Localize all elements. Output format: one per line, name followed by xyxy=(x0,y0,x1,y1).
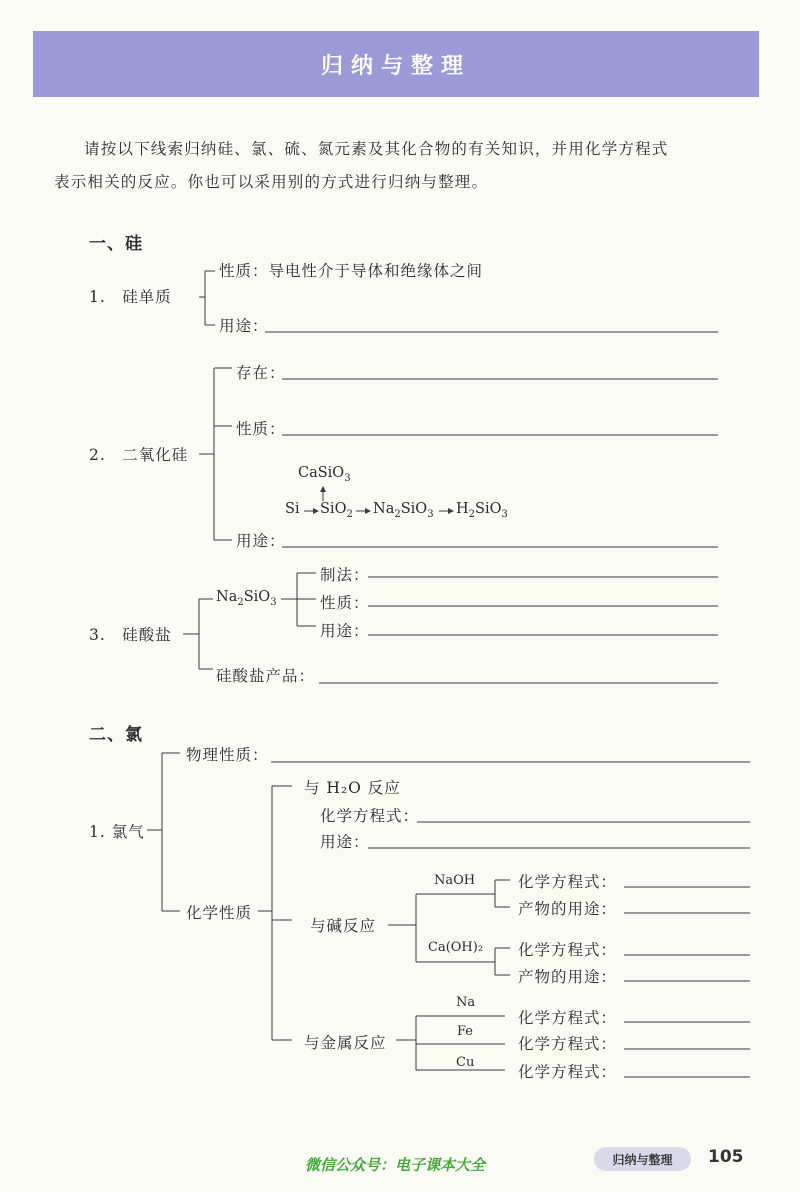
text-caoh: Ca(OH)₂ xyxy=(428,940,484,955)
text-sio2-use: 用途： xyxy=(236,532,286,550)
formula-sio2: SiO$_2$ xyxy=(320,501,353,520)
text-water-eq: 化学方程式： xyxy=(320,807,420,825)
text-sio2-exist: 存在： xyxy=(236,364,286,382)
text-si-use: 用途： xyxy=(219,317,269,335)
label-sio2: 2. 二氧化硅 xyxy=(89,446,189,464)
text-prop: 性质： xyxy=(320,594,370,612)
bracket-metal xyxy=(396,1016,505,1070)
formula-na2sio3: $Na_2SiO_3$ xyxy=(373,501,434,520)
text-products: 硅酸盐产品： xyxy=(216,667,316,685)
text-fe-eq: 化学方程式： xyxy=(518,1035,618,1053)
text-na: Na xyxy=(456,995,476,1010)
text-use: 用途： xyxy=(320,622,370,640)
text-water-use: 用途： xyxy=(320,833,370,851)
bracket-chlorine xyxy=(147,753,180,911)
bracket-naoh xyxy=(495,880,510,907)
bracket-silicate xyxy=(183,599,213,669)
text-metal: 与金属反应 xyxy=(304,1034,387,1052)
text-cu-eq: 化学方程式： xyxy=(518,1063,618,1081)
bracket-na2sio3 xyxy=(281,573,316,626)
banner-title: 归纳与整理 xyxy=(320,53,471,79)
footer-badge-text: 归纳与整理 xyxy=(612,1152,673,1167)
text-caoh-eq: 化学方程式： xyxy=(518,941,618,959)
page-number: 105 xyxy=(708,1147,744,1167)
text-na-eq: 化学方程式： xyxy=(518,1009,618,1027)
text-si-property: 性质：导电性介于导体和绝缘体之间 xyxy=(219,262,484,280)
bracket-si-element xyxy=(199,271,215,325)
label-chlorine: 1. 氯气 xyxy=(89,823,145,841)
intro-line-2: 表示相关的反应。你也可以采用别的方式进行归纳与整理。 xyxy=(54,173,489,191)
text-naoh-use: 产物的用途： xyxy=(518,900,618,918)
text-fe: Fe xyxy=(457,1024,474,1039)
formula-na2sio3-branch: $Na_2SiO_3$ xyxy=(216,589,277,608)
formula-h2sio3: $H_2SiO_3$ xyxy=(456,501,508,520)
text-physical: 物理性质： xyxy=(186,746,269,764)
text-water: 与 H₂O 反应 xyxy=(304,779,401,797)
text-naoh: NaOH xyxy=(434,873,476,888)
intro-line-1: 请按以下线索归纳硅、氯、硫、氮元素及其化合物的有关知识，并用化学方程式 xyxy=(84,140,669,158)
text-make: 制法： xyxy=(320,566,370,584)
text-caoh-use: 产物的用途： xyxy=(518,968,618,986)
text-chemical: 化学性质 xyxy=(186,904,253,922)
label-silicate: 3. 硅酸盐 xyxy=(89,626,172,644)
bracket-chemical xyxy=(258,786,292,1040)
text-naoh-eq: 化学方程式： xyxy=(518,873,618,891)
formula-si: Si xyxy=(285,501,300,517)
footer-wechat: 微信公众号：电子课本大全 xyxy=(305,1156,486,1174)
text-base: 与碱反应 xyxy=(310,917,377,935)
text-cu: Cu xyxy=(456,1055,475,1070)
label-si-element: 1. 硅单质 xyxy=(89,288,172,306)
formula-casio3: CaSiO$_3$ xyxy=(298,465,351,484)
footer-badge xyxy=(594,1147,691,1171)
bracket-sio2 xyxy=(199,368,232,540)
section-heading-chlorine: 二、氯 xyxy=(89,725,143,745)
section-heading-silicon: 一、硅 xyxy=(89,234,143,254)
bracket-caoh xyxy=(495,948,510,975)
text-sio2-prop: 性质： xyxy=(236,420,286,438)
